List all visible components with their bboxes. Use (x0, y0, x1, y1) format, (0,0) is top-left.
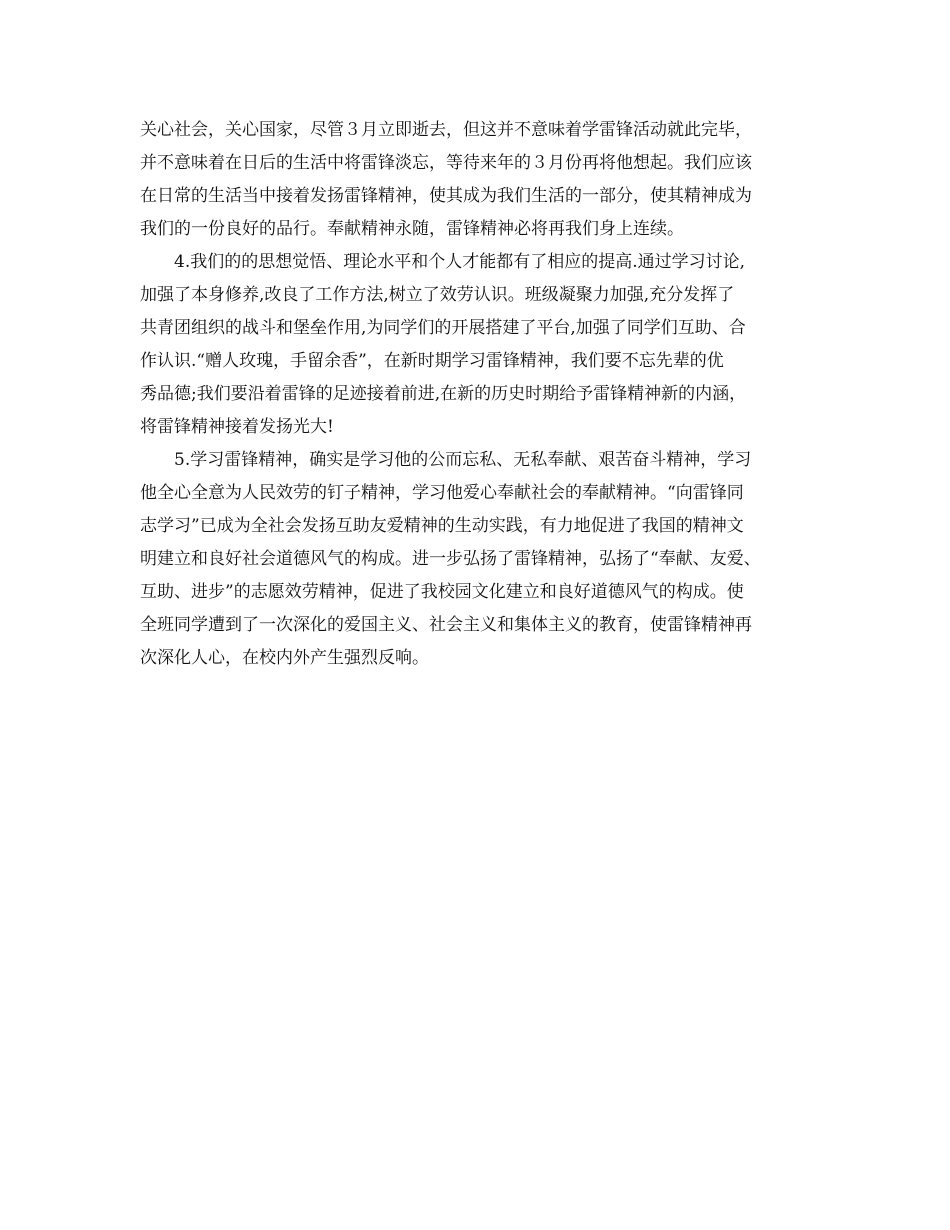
paragraph-item-4 (140, 246, 820, 444)
text-line: 他全心全意为人民效劳的钉子精神，学习他爱心奉献社会的奉献精神。“向雷锋同 (140, 483, 744, 503)
document-body (140, 114, 820, 675)
text-line: 次深化人心，在校内外产生强烈反响。 (140, 648, 429, 668)
text-line: 秀品德;我们要沿着雷锋的足迹接着前进,在新的历史时期给予雷锋精神新的内涵， (140, 384, 747, 404)
paragraph-item-5 (140, 444, 820, 675)
text-line: 我们的一份良好的品行。奉献精神永随，雷锋精神必将再我们身上连续。 (140, 219, 684, 239)
paragraph-continuation (140, 114, 820, 246)
text-line: 并不意味着在日后的生活中将雷锋淡忘，等待来年的３月份再将他想起。我们应该 (140, 153, 752, 173)
text-line: 4.我们的的思想觉悟、理论水平和个人才能都有了相应的提高.通过学习讨论, (174, 252, 746, 272)
text-line: 在日常的生活当中接着发扬雷锋精神，使其成为我们生活的一部分，使其精神成为 (140, 186, 752, 206)
text-line: 明建立和良好社会道德风气的构成。进一步弘扬了雷锋精神，弘扬了“奉献、友爱、 (140, 549, 761, 569)
text-line: 志学习”已成为全社会发扬互助友爱精神的生动实践，有力地促进了我国的精神文 (140, 516, 744, 536)
text-line: 将雷锋精神接着发扬光大! (140, 417, 334, 437)
text-line: 加强了本身修养,改良了工作方法,树立了效劳认识。班级凝聚力加强,充分发挥了 (140, 285, 735, 305)
text-line: 作认识.“赠人玫瑰，手留余香”，在新时期学习雷锋精神，我们要不忘先辈的优 (140, 351, 724, 371)
text-line: 5.学习雷锋精神，确实是学习他的公而忘私、无私奉献、艰苦奋斗精神，学习 (174, 450, 752, 470)
text-line: 全班同学遭到了一次深化的爱国主义、社会主义和集体主义的教育，使雷锋精神再 (140, 615, 752, 635)
text-line: 关心社会，关心国家，尽管３月立即逝去，但这并不意味着学雷锋活动就此完毕， (140, 120, 752, 140)
text-line: 共青团组织的战斗和堡垒作用,为同学们的开展搭建了平台,加强了同学们互助、合 (140, 318, 746, 338)
text-line: 互助、进步”的志愿效劳精神，促进了我校园文化建立和良好道德风气的构成。使 (140, 582, 744, 602)
